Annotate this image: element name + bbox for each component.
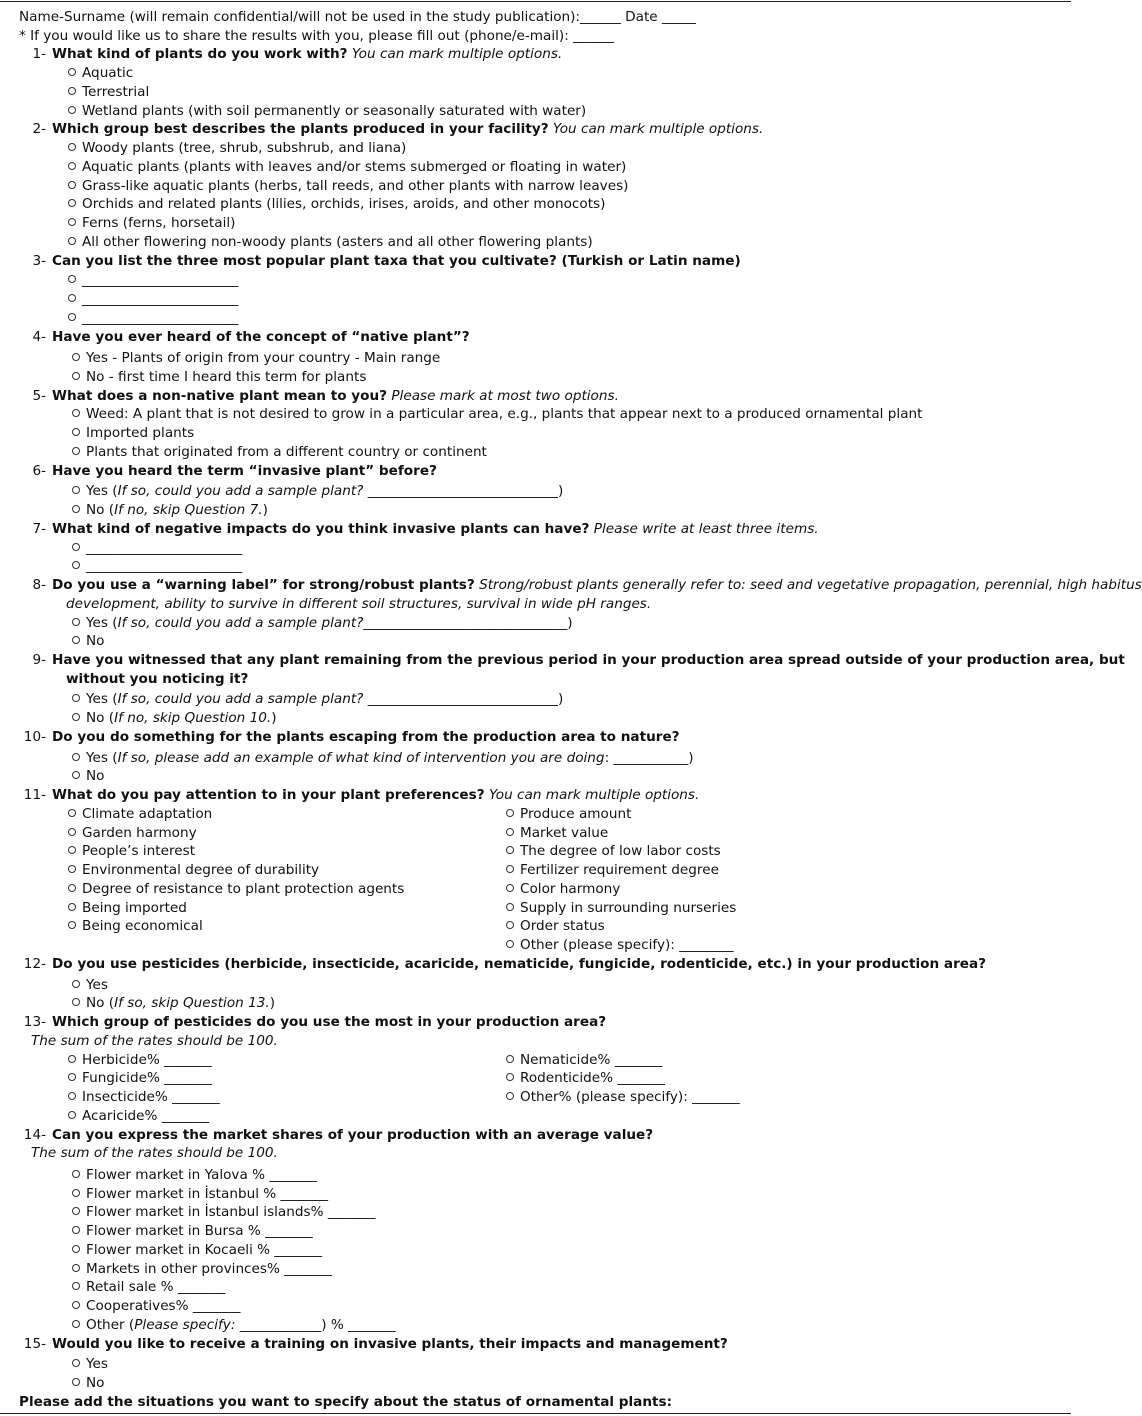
question-note: The sum of the rates should be 100. <box>31 1033 278 1049</box>
option-item[interactable]: Fertilizer requirement degree <box>506 862 719 879</box>
radio-circle-icon[interactable] <box>72 1264 80 1272</box>
option-item[interactable]: Orchids and related plants (lilies, orchids, irises, aroids, and other monocots) <box>68 196 605 213</box>
option-item[interactable]: No <box>72 768 105 785</box>
question-text: What does a non-native plant mean to you? <box>52 388 388 404</box>
radio-circle-icon[interactable] <box>506 884 514 892</box>
question-6 <box>0 463 437 480</box>
question-text: Have you witnessed that any plant remaining from the previous period in your production area spread outside of your production area, but <box>52 652 1125 668</box>
option-item[interactable]: Nematicide% _______ <box>506 1052 662 1069</box>
radio-circle-icon[interactable] <box>68 237 76 245</box>
radio-circle-icon[interactable] <box>72 771 80 779</box>
radio-circle-icon <box>72 561 80 569</box>
radio-circle-icon[interactable] <box>68 1073 76 1081</box>
radio-circle-icon[interactable] <box>68 1092 76 1100</box>
radio-circle-icon[interactable] <box>72 1359 80 1367</box>
radio-circle-icon[interactable] <box>506 1092 514 1100</box>
option-item[interactable]: No (If no, skip Question 10.) <box>72 710 277 727</box>
option-item[interactable]: No <box>72 633 105 650</box>
option-item[interactable]: Ferns (ferns, horsetail) <box>68 215 235 232</box>
radio-circle-icon[interactable] <box>72 694 80 702</box>
question-2 <box>0 121 763 138</box>
question-number: 5- <box>32 388 46 404</box>
radio-circle-icon <box>68 313 76 321</box>
radio-circle-icon[interactable] <box>506 828 514 836</box>
question-number: 11- <box>23 787 46 803</box>
question-number: 4- <box>32 329 46 345</box>
option-item[interactable]: Yes (If so, could you add a sample plant?______________________________) <box>72 615 573 632</box>
radio-circle-icon[interactable] <box>72 447 80 455</box>
option-item[interactable]: Market value <box>506 825 608 842</box>
radio-circle-icon[interactable] <box>506 903 514 911</box>
question-4 <box>0 329 470 346</box>
question-number: 8- <box>32 577 46 593</box>
option-item[interactable]: No (If so, skip Question 13.) <box>72 995 275 1012</box>
option-item[interactable]: No <box>72 1375 105 1392</box>
option-item[interactable]: Acaricide% _______ <box>68 1108 209 1125</box>
question-text: Have you ever heard of the concept of “native plant”? <box>52 329 470 345</box>
option-item[interactable]: Markets in other provinces% _______ <box>72 1261 332 1278</box>
radio-circle-icon[interactable] <box>68 846 76 854</box>
question-text: Have you heard the term “invasive plant” before? <box>52 463 437 479</box>
question-text: Which group of pesticides do you use the most in your production area? <box>52 1014 607 1030</box>
question-note: Please write at least three items. <box>593 521 819 537</box>
radio-circle-icon[interactable] <box>72 713 80 721</box>
option-item[interactable]: Cooperatives% _______ <box>72 1298 240 1315</box>
radio-circle-icon[interactable] <box>506 809 514 817</box>
radio-circle-icon[interactable] <box>506 846 514 854</box>
option-item[interactable]: Yes <box>72 977 108 994</box>
question-note: You can mark multiple options. <box>351 46 563 62</box>
question-8 <box>0 577 1142 594</box>
radio-circle-icon[interactable] <box>68 218 76 226</box>
question-11 <box>0 787 699 804</box>
option-item[interactable]: Order status <box>506 918 605 935</box>
option-item[interactable]: Grass-like aquatic plants (herbs, tall reeds, and other plants with narrow leaves) <box>68 178 628 195</box>
option-item[interactable]: Degree of resistance to plant protection agents <box>68 881 404 898</box>
option-item[interactable]: Environmental degree of durability <box>68 862 319 879</box>
question-text: Which group best describes the plants produced in your facility? <box>52 121 549 137</box>
radio-circle-icon[interactable] <box>72 372 80 380</box>
radio-circle-icon[interactable] <box>68 143 76 151</box>
option-item[interactable]: Imported plants <box>72 425 194 442</box>
radio-circle-icon[interactable] <box>68 199 76 207</box>
blank-answer-line[interactable]: _______________________ <box>68 291 238 308</box>
option-item[interactable]: Aquatic plants (plants with leaves and/or stems submerged or floating in water) <box>68 159 626 176</box>
question-text: Do you do something for the plants escaping from the production area to nature? <box>52 729 680 745</box>
radio-circle-icon <box>68 275 76 283</box>
option-item[interactable]: Flower market in İstanbul % _______ <box>72 1186 328 1203</box>
question-number: 9- <box>32 652 46 668</box>
question-number: 6- <box>32 463 46 479</box>
option-item[interactable]: Herbicide% _______ <box>68 1052 212 1069</box>
option-item[interactable]: People’s interest <box>68 843 195 860</box>
radio-circle-icon[interactable] <box>72 428 80 436</box>
option-item[interactable]: Yes - Plants of origin from your country - Main range <box>72 350 440 367</box>
share-results-line: * If you would like us to share the results with you, please fill out (phone/e-mail): ______ <box>19 28 614 44</box>
question-note: Please mark at most two options. <box>391 388 619 404</box>
option-item[interactable]: Plants that originated from a different country or continent <box>72 444 487 461</box>
question-14 <box>0 1127 653 1144</box>
radio-circle-icon[interactable] <box>72 753 80 761</box>
radio-circle-icon[interactable] <box>72 636 80 644</box>
option-item[interactable]: Being economical <box>68 918 203 935</box>
radio-circle-icon[interactable] <box>72 353 80 361</box>
option-item[interactable]: All other flowering non-woody plants (asters and all other flowering plants) <box>68 234 593 251</box>
radio-circle-icon[interactable] <box>72 1189 80 1197</box>
radio-circle-icon <box>68 294 76 302</box>
question-number: 3- <box>32 253 46 269</box>
question-3 <box>0 253 741 270</box>
option-item[interactable]: Flower market in Yalova % _______ <box>72 1167 317 1184</box>
option-item[interactable]: Terrestrial <box>68 84 149 101</box>
option-item[interactable]: Color harmony <box>506 881 620 898</box>
option-item[interactable]: Yes (If so, please add an example of what kind of intervention you are doing: ___________) <box>72 750 694 767</box>
radio-circle-icon[interactable] <box>72 1226 80 1234</box>
option-item[interactable]: Yes (If so, could you add a sample plant? ____________________________) <box>72 691 563 708</box>
radio-circle-icon[interactable] <box>72 1170 80 1178</box>
question-text: Do you use pesticides (herbicide, insecticide, acaricide, nematicide, fungicide, rodenticide, etc.) in your production area? <box>52 956 987 972</box>
option-item[interactable]: Weed: A plant that is not desired to grow in a particular area, e.g., plants that appear next to a produced ornamental plant <box>72 406 922 423</box>
radio-circle-icon <box>72 543 80 551</box>
question-text: Do you use a “warning label” for strong/robust plants? <box>52 577 475 593</box>
footer-instruction: Please add the situations you want to specify about the status of ornamental plants: <box>19 1394 673 1410</box>
question-number: 2- <box>32 121 46 137</box>
radio-circle-icon[interactable] <box>68 68 76 76</box>
question-text: Would you like to receive a training on invasive plants, their impacts and management? <box>52 1336 728 1352</box>
question-7 <box>0 521 819 538</box>
blank-answer-line[interactable]: _______________________ <box>72 540 242 557</box>
question-text: What kind of plants do you work with? <box>52 46 348 62</box>
radio-circle-icon[interactable] <box>72 1301 80 1309</box>
radio-circle-icon[interactable] <box>506 1073 514 1081</box>
radio-circle-icon[interactable] <box>68 921 76 929</box>
radio-circle-icon[interactable] <box>68 162 76 170</box>
question-1 <box>0 46 562 63</box>
option-item[interactable]: The degree of low labor costs <box>506 843 721 860</box>
question-9 <box>0 652 1125 669</box>
radio-circle-icon[interactable] <box>72 980 80 988</box>
question-5 <box>0 388 619 405</box>
question-text: What kind of negative impacts do you think invasive plants can have? <box>52 521 590 537</box>
radio-circle-icon[interactable] <box>506 1055 514 1063</box>
radio-circle-icon[interactable] <box>68 106 76 114</box>
radio-circle-icon[interactable] <box>72 618 80 626</box>
radio-circle-icon[interactable] <box>506 865 514 873</box>
top-rule <box>0 1 1071 2</box>
question-15 <box>0 1336 728 1353</box>
radio-circle-icon[interactable] <box>72 1207 80 1215</box>
option-item[interactable]: Insecticide% _______ <box>68 1089 220 1106</box>
option-item[interactable]: Flower market in Bursa % _______ <box>72 1223 313 1240</box>
option-item[interactable]: Aquatic <box>68 65 133 82</box>
bottom-rule <box>0 1413 1071 1414</box>
question-12 <box>0 956 986 973</box>
question-number: 1- <box>32 46 46 62</box>
option-item[interactable]: Flower market in Kocaeli % _______ <box>72 1242 322 1259</box>
option-item[interactable]: Wetland plants (with soil permanently or seasonally saturated with water) <box>68 103 586 120</box>
radio-circle-icon[interactable] <box>68 1111 76 1119</box>
radio-circle-icon[interactable] <box>68 828 76 836</box>
option-item[interactable]: Rodenticide% _______ <box>506 1070 665 1087</box>
option-item[interactable]: Other (Please specify: ____________) % _______ <box>72 1317 396 1334</box>
question-8-note-cont: development, ability to survive in different soil structures, survival in wide pH ranges. <box>66 596 652 612</box>
question-number: 10- <box>23 729 46 745</box>
radio-circle-icon[interactable] <box>72 998 80 1006</box>
radio-circle-icon[interactable] <box>68 87 76 95</box>
option-item[interactable]: Climate adaptation <box>68 806 212 823</box>
radio-circle-icon[interactable] <box>506 921 514 929</box>
radio-circle-icon[interactable] <box>72 1245 80 1253</box>
option-item[interactable]: Produce amount <box>506 806 631 823</box>
name-date-line: Name-Surname (will remain confidential/will not be used in the study publication):______ Date _____ <box>19 9 696 25</box>
option-item[interactable]: No - first time I heard this term for plants <box>72 369 366 386</box>
option-item[interactable]: Yes <box>72 1356 108 1373</box>
radio-circle-icon[interactable] <box>72 1378 80 1386</box>
option-item[interactable]: Other% (please specify): _______ <box>506 1089 740 1106</box>
radio-circle-icon[interactable] <box>72 505 80 513</box>
blank-answer-line[interactable]: _______________________ <box>68 272 238 289</box>
radio-circle-icon[interactable] <box>72 409 80 417</box>
question-10 <box>0 729 680 746</box>
radio-circle-icon[interactable] <box>68 865 76 873</box>
question-note: You can mark multiple options. <box>552 121 764 137</box>
question-number: 15- <box>23 1336 46 1352</box>
radio-circle-icon[interactable] <box>72 1320 80 1328</box>
option-item[interactable]: Other (please specify): ________ <box>506 937 734 954</box>
option-item[interactable]: No (If no, skip Question 7.) <box>72 502 268 519</box>
question-13 <box>0 1014 606 1031</box>
question-number: 13- <box>23 1014 46 1030</box>
option-item[interactable]: Garden harmony <box>68 825 197 842</box>
radio-circle-icon[interactable] <box>68 181 76 189</box>
radio-circle-icon[interactable] <box>506 940 514 948</box>
radio-circle-icon[interactable] <box>68 884 76 892</box>
blank-answer-line[interactable]: _______________________ <box>68 310 238 327</box>
radio-circle-icon[interactable] <box>68 1055 76 1063</box>
option-item[interactable]: Supply in surrounding nurseries <box>506 900 736 917</box>
radio-circle-icon[interactable] <box>68 809 76 817</box>
question-text: Can you express the market shares of your production with an average value? <box>52 1127 654 1143</box>
question-note: Strong/robust plants generally refer to: seed and vegetative propagation, perennial, high habitus <box>479 577 1142 593</box>
question-number: 12- <box>23 956 46 972</box>
radio-circle-icon[interactable] <box>72 486 80 494</box>
question-text: Can you list the three most popular plant taxa that you cultivate? (Turkish or Latin name) <box>52 253 741 269</box>
option-item[interactable]: Being imported <box>68 900 187 917</box>
option-item[interactable]: Flower market in İstanbul islands% _______ <box>72 1204 375 1221</box>
option-item[interactable]: Woody plants (tree, shrub, subshrub, and liana) <box>68 140 406 157</box>
question-9-cont: without you noticing it? <box>66 671 249 687</box>
question-note: You can mark multiple options. <box>488 787 700 803</box>
radio-circle-icon[interactable] <box>72 1282 80 1290</box>
question-number: 7- <box>32 521 46 537</box>
question-note: The sum of the rates should be 100. <box>31 1145 278 1161</box>
blank-answer-line[interactable]: _______________________ <box>72 558 242 575</box>
question-number: 14- <box>23 1127 46 1143</box>
question-text: What do you pay attention to in your plant preferences? <box>52 787 485 803</box>
option-item[interactable]: Fungicide% _______ <box>68 1070 212 1087</box>
option-item[interactable]: Retail sale % _______ <box>72 1279 225 1296</box>
option-item[interactable]: Yes (If so, could you add a sample plant? ____________________________) <box>72 483 563 500</box>
radio-circle-icon[interactable] <box>68 903 76 911</box>
